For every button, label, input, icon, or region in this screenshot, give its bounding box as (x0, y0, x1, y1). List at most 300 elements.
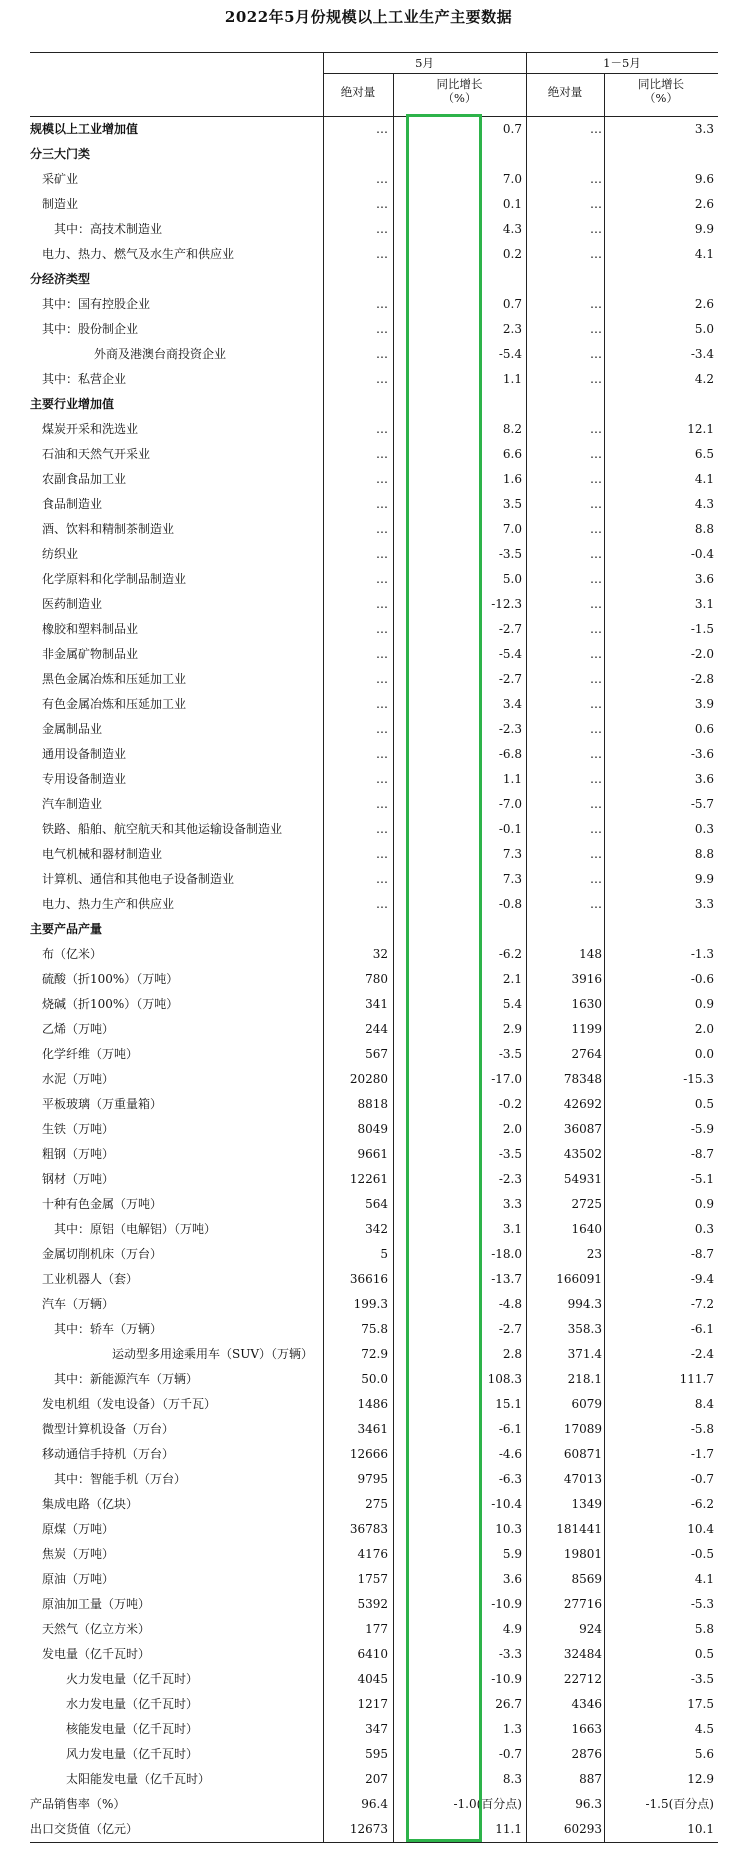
table-row (30, 1242, 718, 1267)
cumulative-absolute-cell: … (590, 547, 602, 561)
cumulative-absolute-cell: 60293 (563, 1822, 602, 1836)
may-absolute-cell: 5 (380, 1247, 388, 1261)
cumulative-absolute-cell: … (590, 347, 602, 361)
cumulative-absolute-cell: 47013 (563, 1472, 602, 1486)
may-yoy-cell: 3.4 (502, 697, 522, 711)
cumulative-yoy-cell: -1.5 (690, 622, 714, 636)
cumulative-absolute-cell: … (590, 747, 602, 761)
row-label: 火力发电量（亿千瓦时） (66, 1672, 199, 1686)
table-row (30, 542, 718, 567)
row-label: 其中：国有控股企业 (42, 297, 151, 311)
cumulative-absolute-cell: … (590, 247, 602, 261)
header-cum-absolute: 绝对量 (547, 85, 583, 99)
may-yoy-cell: 2.9 (502, 1022, 522, 1036)
cumulative-absolute-cell: 358.3 (567, 1322, 602, 1336)
cumulative-absolute-cell: 27716 (563, 1597, 602, 1611)
may-yoy-cell: 3.5 (502, 497, 522, 511)
row-label: 水泥（万吨） (42, 1072, 115, 1086)
table-row (30, 1592, 718, 1617)
cumulative-yoy-cell: -2.0 (690, 647, 714, 661)
table-row (30, 1542, 718, 1567)
cumulative-yoy-cell: 4.2 (694, 372, 714, 386)
table-row (30, 1817, 718, 1842)
may-absolute-cell: … (376, 747, 388, 761)
cumulative-yoy-cell: -15.3 (683, 1072, 714, 1086)
table-row (30, 642, 718, 667)
table-row (30, 492, 718, 517)
cumulative-absolute-cell: … (590, 822, 602, 836)
table-row (30, 317, 718, 342)
cumulative-absolute-cell: 6079 (571, 1397, 602, 1411)
may-absolute-cell: … (376, 897, 388, 911)
data-table (30, 52, 718, 1843)
cumulative-yoy-cell: -5.3 (690, 1597, 714, 1611)
may-absolute-cell: 4045 (357, 1672, 388, 1686)
cumulative-yoy-cell: 4.5 (694, 1722, 714, 1736)
cumulative-absolute-cell: … (590, 497, 602, 511)
cumulative-yoy-cell: 8.8 (694, 522, 714, 536)
may-absolute-cell: 342 (365, 1222, 388, 1236)
cumulative-absolute-cell: 1349 (571, 1497, 602, 1511)
may-yoy-cell: -6.8 (498, 747, 522, 761)
cumulative-absolute-cell: 166091 (556, 1272, 602, 1286)
cumulative-absolute-cell: 2764 (571, 1047, 602, 1061)
cumulative-absolute-cell: … (590, 697, 602, 711)
row-label: 十种有色金属（万吨） (42, 1197, 163, 1211)
may-yoy-cell: 3.1 (502, 1222, 522, 1236)
cumulative-absolute-cell: 994.3 (567, 1297, 602, 1311)
cumulative-absolute-cell: 1199 (571, 1022, 602, 1036)
table-row (30, 1617, 718, 1642)
table-row (30, 1467, 718, 1492)
cumulative-yoy-cell: 6.5 (694, 447, 714, 461)
cumulative-absolute-cell: … (590, 422, 602, 436)
may-yoy-cell: 0.2 (502, 247, 522, 261)
cumulative-absolute-cell: … (590, 672, 602, 686)
table-row (30, 1642, 718, 1667)
table-row (30, 1342, 718, 1367)
may-absolute-cell: 341 (365, 997, 388, 1011)
cumulative-yoy-cell: 3.3 (694, 122, 714, 136)
row-label: 太阳能发电量（亿千瓦时） (66, 1772, 211, 1786)
cumulative-yoy-cell: 0.9 (694, 1197, 714, 1211)
may-absolute-cell: … (376, 672, 388, 686)
table-row (30, 1567, 718, 1592)
may-absolute-cell: … (376, 697, 388, 711)
may-yoy-cell: -3.5 (498, 1147, 522, 1161)
row-label: 化学纤维（万吨） (42, 1047, 139, 1061)
category-row (30, 117, 718, 142)
cumulative-absolute-cell: 1630 (571, 997, 602, 1011)
row-label: 汽车制造业 (42, 797, 103, 811)
may-absolute-cell: 9795 (357, 1472, 388, 1486)
row-label: 硫酸（折100%）（万吨） (42, 972, 179, 986)
row-label: 集成电路（亿块） (42, 1497, 139, 1511)
row-label: 其中：高技术制造业 (54, 222, 163, 236)
may-yoy-cell: 5.9 (502, 1547, 522, 1561)
may-yoy-cell: -13.7 (491, 1272, 522, 1286)
table-row (30, 242, 718, 267)
may-absolute-cell: … (376, 797, 388, 811)
cumulative-yoy-cell: -5.7 (690, 797, 714, 811)
may-absolute-cell: 36616 (349, 1272, 388, 1286)
cumulative-yoy-cell: -2.8 (690, 672, 714, 686)
may-yoy-cell: 2.1 (502, 972, 522, 986)
may-yoy-cell: -2.7 (498, 622, 522, 636)
may-absolute-cell: 275 (365, 1497, 388, 1511)
may-absolute-cell: 72.9 (361, 1347, 388, 1361)
row-label: 电力、热力、燃气及水生产和供应业 (42, 247, 235, 261)
table-row (30, 817, 718, 842)
may-yoy-cell: 3.6 (502, 1572, 522, 1586)
cumulative-yoy-cell: 0.3 (694, 1222, 714, 1236)
cumulative-absolute-cell: … (590, 647, 602, 661)
cumulative-yoy-cell: 4.3 (694, 497, 714, 511)
may-yoy-cell: -10.4 (491, 1497, 522, 1511)
row-label: 出口交货值（亿元） (30, 1822, 139, 1836)
may-yoy-cell: 11.1 (495, 1822, 522, 1836)
may-yoy-cell: -3.5 (498, 1047, 522, 1061)
cumulative-yoy-cell: -6.1 (690, 1322, 714, 1336)
cumulative-yoy-cell: 2.6 (694, 197, 714, 211)
table-row (30, 1417, 718, 1442)
header-may-yoy-unit: （%） (442, 91, 477, 105)
table-row (30, 1042, 718, 1067)
cumulative-yoy-cell: 3.6 (694, 772, 714, 786)
row-label: 工业机器人（套） (42, 1272, 139, 1286)
may-yoy-cell: -10.9 (491, 1597, 522, 1611)
may-absolute-cell: … (376, 572, 388, 586)
table-row (30, 667, 718, 692)
row-label: 平板玻璃（万重量箱） (42, 1097, 163, 1111)
may-yoy-cell: 15.1 (495, 1397, 522, 1411)
may-yoy-cell: 2.3 (502, 322, 522, 336)
may-yoy-cell: -12.3 (491, 597, 522, 611)
cumulative-absolute-cell: 8569 (571, 1572, 602, 1586)
may-yoy-cell: 6.6 (502, 447, 522, 461)
row-label: 粗钢（万吨） (42, 1147, 115, 1161)
may-yoy-cell: -2.7 (498, 672, 522, 686)
may-absolute-cell: 50.0 (361, 1372, 388, 1386)
may-yoy-cell: 3.3 (502, 1197, 522, 1211)
table-row (30, 867, 718, 892)
table-body (30, 117, 718, 1843)
cumulative-absolute-cell: … (590, 472, 602, 486)
may-absolute-cell: … (376, 847, 388, 861)
table-row (30, 942, 718, 967)
table-row (30, 717, 718, 742)
cumulative-absolute-cell: 96.3 (575, 1797, 602, 1811)
may-yoy-cell: -7.0 (498, 797, 522, 811)
cumulative-yoy-cell: 3.3 (694, 897, 714, 911)
may-yoy-cell: 4.3 (502, 222, 522, 236)
may-absolute-cell: … (376, 422, 388, 436)
may-yoy-cell: -3.5 (498, 547, 522, 561)
may-absolute-cell: 8818 (357, 1097, 388, 1111)
may-yoy-cell: 1.1 (502, 772, 522, 786)
table-row (30, 1192, 718, 1217)
cumulative-absolute-cell: 924 (579, 1622, 602, 1636)
cumulative-yoy-cell: -0.6 (690, 972, 714, 986)
table-row (30, 767, 718, 792)
row-label: 运动型多用途乘用车（SUV）（万辆） (112, 1347, 314, 1361)
cumulative-yoy-cell: 9.6 (694, 172, 714, 186)
row-label: 乙烯（万吨） (42, 1022, 115, 1036)
row-label: 规模以上工业增加值 (30, 122, 139, 136)
row-label: 其中：新能源汽车（万辆） (54, 1372, 199, 1386)
may-absolute-cell: … (376, 597, 388, 611)
may-absolute-cell: … (376, 547, 388, 561)
table-row (30, 617, 718, 642)
table-row (30, 1092, 718, 1117)
cumulative-absolute-cell: … (590, 797, 602, 811)
may-absolute-cell: 780 (365, 972, 388, 986)
may-absolute-cell: … (376, 472, 388, 486)
may-yoy-cell: -4.6 (498, 1447, 522, 1461)
header-cum-yoy: 同比增长 (638, 77, 684, 91)
table-row (30, 367, 718, 392)
table-row (30, 592, 718, 617)
cumulative-yoy-cell: -2.4 (690, 1347, 714, 1361)
cumulative-yoy-cell: -0.7 (690, 1472, 714, 1486)
may-yoy-cell: 2.8 (502, 1347, 522, 1361)
cumulative-yoy-cell: -3.5 (690, 1672, 714, 1686)
table-row (30, 1367, 718, 1392)
may-yoy-cell: 0.7 (502, 122, 522, 136)
may-absolute-cell: 5392 (357, 1597, 388, 1611)
may-absolute-cell: 1486 (357, 1397, 388, 1411)
cumulative-yoy-cell: 2.6 (694, 297, 714, 311)
row-label: 主要产品产量 (30, 922, 103, 936)
cumulative-yoy-cell: 111.7 (679, 1372, 714, 1386)
may-absolute-cell: … (376, 647, 388, 661)
may-absolute-cell: 12261 (349, 1172, 388, 1186)
cumulative-absolute-cell: 181441 (556, 1522, 602, 1536)
may-yoy-cell: -2.3 (498, 722, 522, 736)
row-label: 金属制品业 (42, 722, 103, 736)
row-label: 其中：智能手机（万台） (54, 1472, 187, 1486)
row-label: 布（亿米） (42, 947, 103, 961)
may-yoy-cell: -5.4 (498, 647, 522, 661)
header-may-yoy: 同比增长 (436, 77, 483, 91)
may-yoy-cell: -18.0 (491, 1247, 522, 1261)
cumulative-absolute-cell: 1640 (571, 1222, 602, 1236)
row-label: 微型计算机设备（万台） (42, 1422, 175, 1436)
cumulative-absolute-cell: … (590, 222, 602, 236)
cumulative-absolute-cell: 887 (579, 1772, 602, 1786)
cumulative-yoy-cell: 0.6 (694, 722, 714, 736)
row-label: 汽车（万辆） (42, 1297, 115, 1311)
row-label: 食品制造业 (42, 497, 103, 511)
cumulative-absolute-cell: 218.1 (567, 1372, 602, 1386)
may-absolute-cell: … (376, 722, 388, 736)
cumulative-yoy-cell: 4.1 (694, 472, 714, 486)
cumulative-yoy-cell: -5.8 (690, 1422, 714, 1436)
may-yoy-cell: -0.2 (498, 1097, 522, 1111)
may-absolute-cell: … (376, 172, 388, 186)
row-label: 制造业 (42, 197, 79, 211)
table-row (30, 892, 718, 917)
table-row (30, 967, 718, 992)
cumulative-yoy-cell: 8.8 (694, 847, 714, 861)
row-label: 钢材（万吨） (42, 1172, 115, 1186)
may-absolute-cell: … (376, 872, 388, 886)
cumulative-yoy-cell: -1.7 (690, 1447, 714, 1461)
cumulative-yoy-cell: 9.9 (694, 222, 714, 236)
may-absolute-cell: 9661 (357, 1147, 388, 1161)
table-row (30, 1667, 718, 1692)
cumulative-yoy-cell: 9.9 (694, 872, 714, 886)
may-yoy-cell: 0.7 (502, 297, 522, 311)
may-yoy-cell: 5.4 (502, 997, 522, 1011)
may-absolute-cell: … (376, 247, 388, 261)
may-yoy-cell: -6.2 (498, 947, 522, 961)
cumulative-yoy-cell: -1.3 (690, 947, 714, 961)
may-yoy-cell: -2.3 (498, 1172, 522, 1186)
row-label: 核能发电量（亿千瓦时） (66, 1722, 199, 1736)
row-label: 外商及港澳台商投资企业 (94, 347, 227, 361)
may-yoy-cell: 108.3 (487, 1372, 522, 1386)
cumulative-yoy-cell: 2.0 (694, 1022, 714, 1036)
may-yoy-cell: -0.7 (498, 1747, 522, 1761)
row-label: 原煤（万吨） (42, 1522, 115, 1536)
cumulative-absolute-cell: … (590, 322, 602, 336)
cumulative-yoy-cell: 3.6 (694, 572, 714, 586)
cumulative-absolute-cell: 60871 (563, 1447, 602, 1461)
cumulative-absolute-cell: … (590, 597, 602, 611)
may-yoy-cell: -3.3 (498, 1647, 522, 1661)
row-label: 其中：轿车（万辆） (54, 1322, 163, 1336)
row-label: 天然气（亿立方米） (42, 1622, 151, 1636)
table-row (30, 1142, 718, 1167)
row-label: 化学原料和化学制品制造业 (42, 572, 187, 586)
row-label: 原油加工量（万吨） (42, 1597, 151, 1611)
may-absolute-cell: 8049 (357, 1122, 388, 1136)
cumulative-yoy-cell: -8.7 (690, 1147, 714, 1161)
row-label: 专用设备制造业 (42, 772, 127, 786)
cumulative-absolute-cell: 371.4 (567, 1347, 602, 1361)
cumulative-absolute-cell: 36087 (563, 1122, 602, 1136)
may-absolute-cell: 199.3 (353, 1297, 388, 1311)
cumulative-absolute-cell: 17089 (563, 1422, 602, 1436)
cumulative-absolute-cell: 23 (586, 1247, 602, 1261)
may-absolute-cell: … (376, 772, 388, 786)
header-may-absolute: 绝对量 (340, 85, 376, 99)
row-label: 其中：私营企业 (42, 372, 127, 386)
cumulative-yoy-cell: 10.1 (687, 1822, 714, 1836)
cumulative-yoy-cell: 4.1 (694, 1572, 714, 1586)
table-row (30, 1317, 718, 1342)
cumulative-absolute-cell: … (590, 847, 602, 861)
may-yoy-cell: 2.0 (502, 1122, 522, 1136)
cumulative-absolute-cell: … (590, 722, 602, 736)
cumulative-absolute-cell: … (590, 172, 602, 186)
table-row (30, 1292, 718, 1317)
category-row (30, 267, 718, 292)
may-absolute-cell: 96.4 (361, 1797, 388, 1811)
cumulative-absolute-cell: … (590, 447, 602, 461)
table-row (30, 1217, 718, 1242)
cumulative-yoy-cell: -3.6 (690, 747, 714, 761)
may-absolute-cell: 20280 (349, 1072, 388, 1086)
row-label: 水力发电量（亿千瓦时） (66, 1697, 199, 1711)
may-absolute-cell: … (376, 447, 388, 461)
may-absolute-cell: … (376, 347, 388, 361)
cumulative-absolute-cell: 22712 (563, 1672, 602, 1686)
cumulative-yoy-cell: -0.4 (690, 547, 714, 561)
may-absolute-cell: 75.8 (361, 1322, 388, 1336)
cumulative-absolute-cell: … (590, 372, 602, 386)
table-row (30, 1492, 718, 1517)
may-yoy-cell: -10.9 (491, 1672, 522, 1686)
table-row (30, 417, 718, 442)
may-yoy-cell: -2.7 (498, 1322, 522, 1336)
row-label: 酒、饮料和精制茶制造业 (42, 522, 175, 536)
may-absolute-cell: … (376, 122, 388, 136)
cumulative-yoy-cell: 10.4 (687, 1522, 714, 1536)
may-yoy-cell: 8.2 (502, 422, 522, 436)
may-absolute-cell: … (376, 522, 388, 536)
table-row (30, 1442, 718, 1467)
may-absolute-cell: 32 (372, 947, 388, 961)
cumulative-absolute-cell: 2725 (571, 1197, 602, 1211)
may-yoy-cell: 7.3 (502, 847, 522, 861)
may-absolute-cell: … (376, 222, 388, 236)
category-row (30, 392, 718, 417)
row-label: 其中：股份制企业 (42, 322, 139, 336)
row-label: 金属切削机床（万台） (42, 1247, 163, 1261)
header-jan-may: 1－5月 (603, 56, 641, 70)
cumulative-absolute-cell: 43502 (563, 1147, 602, 1161)
table-row (30, 517, 718, 542)
cumulative-absolute-cell: 2876 (571, 1747, 602, 1761)
row-label: 通用设备制造业 (42, 747, 127, 761)
may-absolute-cell: 12666 (349, 1447, 388, 1461)
cumulative-yoy-cell: 0.5 (694, 1647, 714, 1661)
cumulative-yoy-cell: -0.5 (690, 1547, 714, 1561)
may-absolute-cell: 595 (365, 1747, 388, 1761)
may-absolute-cell: 36783 (349, 1522, 388, 1536)
table-row (30, 1017, 718, 1042)
table-row (30, 1167, 718, 1192)
may-yoy-cell: 8.3 (502, 1772, 522, 1786)
may-yoy-cell: 1.1 (502, 372, 522, 386)
may-yoy-cell: 7.3 (502, 872, 522, 886)
may-yoy-cell: 1.6 (502, 472, 522, 486)
row-label: 非金属矿物制品业 (42, 647, 139, 661)
table-row (30, 292, 718, 317)
cumulative-absolute-cell: 4346 (571, 1697, 602, 1711)
row-label: 计算机、通信和其他电子设备制造业 (42, 872, 235, 886)
may-yoy-cell: -5.4 (498, 347, 522, 361)
may-yoy-cell: -0.1 (498, 822, 522, 836)
may-absolute-cell: 177 (365, 1622, 388, 1636)
may-yoy-cell: 0.1 (502, 197, 522, 211)
may-yoy-cell: -6.3 (498, 1472, 522, 1486)
may-absolute-cell: … (376, 622, 388, 636)
row-label: 电力、热力生产和供应业 (42, 897, 175, 911)
table-row (30, 692, 718, 717)
table-row (30, 167, 718, 192)
cumulative-yoy-cell: -3.4 (690, 347, 714, 361)
may-yoy-cell: -4.8 (498, 1297, 522, 1311)
may-yoy-cell: 10.3 (495, 1522, 522, 1536)
may-yoy-cell: -0.8 (498, 897, 522, 911)
may-absolute-cell: … (376, 497, 388, 511)
row-label: 纺织业 (42, 547, 79, 561)
row-label: 原油（万吨） (42, 1572, 115, 1586)
cumulative-absolute-cell: 32484 (563, 1647, 602, 1661)
